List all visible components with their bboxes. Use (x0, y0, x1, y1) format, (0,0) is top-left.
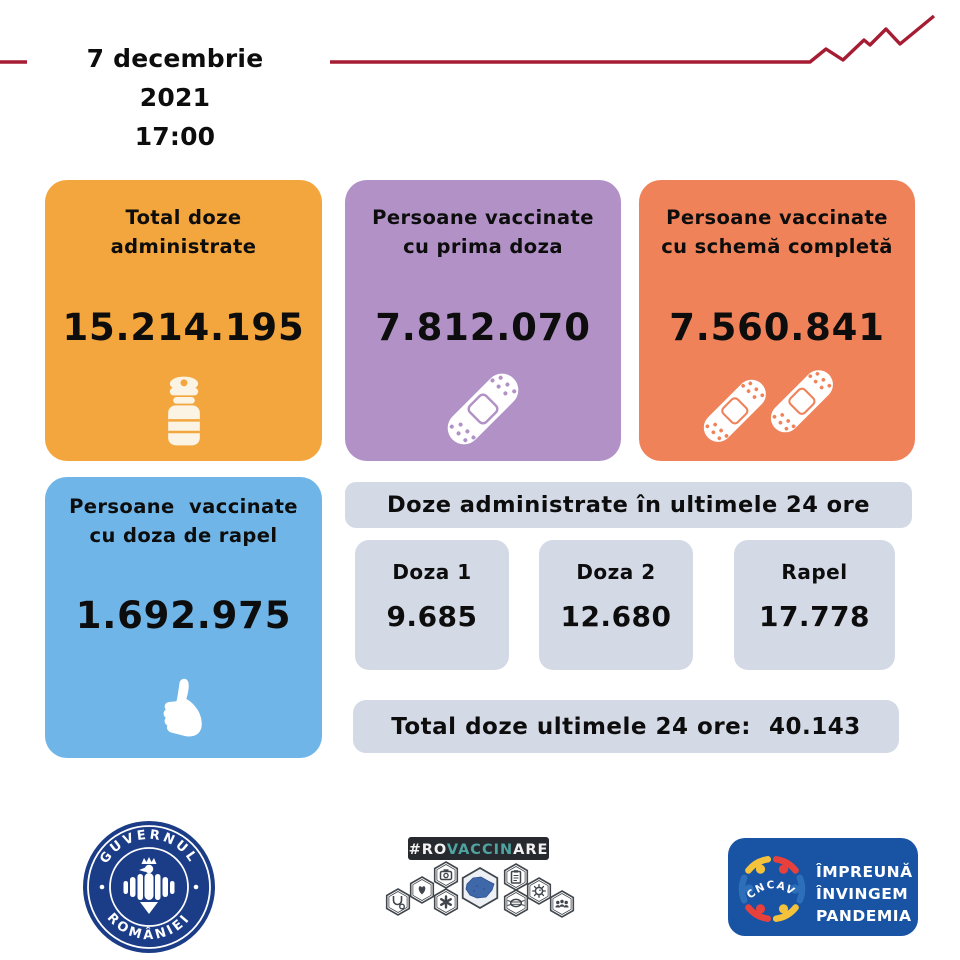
report-time: 17:00 (134, 121, 216, 151)
card-full-scheme (639, 180, 915, 461)
heart-pulse-icon (411, 877, 434, 903)
rovaccinare-badge (376, 826, 584, 926)
bandage-icon (435, 361, 531, 457)
seal-bottom-text: ROMÂNIEI (103, 910, 195, 944)
mini-card-value: 17.778 (758, 600, 871, 633)
last24-total-bar (353, 700, 899, 753)
card-title: Total doze administrate (110, 206, 257, 259)
card-title: Persoane vaccinate cu doza de rapel (69, 495, 298, 548)
card-value: 1.692.975 (75, 594, 292, 637)
hexagon-icons (387, 862, 574, 917)
card-booster (45, 477, 322, 758)
svg-text:ÎMPREUNĂ: ÎMPREUNĂ (816, 863, 913, 881)
report-date: 7 decembrie 2021 (86, 44, 264, 112)
thumbs-up-icon (150, 674, 218, 742)
vaccine-vial-icon (159, 375, 209, 449)
cncav-slogan (816, 862, 913, 925)
people-icon (551, 891, 574, 917)
seal-top-text: GUVERNUL (97, 827, 201, 867)
cncav-emblem-text: CNCAV (744, 878, 798, 902)
medical-cross-icon (435, 889, 458, 915)
clipboard-icon (505, 864, 528, 890)
cncav-logo (728, 838, 918, 938)
mini-card-dose2 (539, 540, 693, 670)
svg-text:ÎNVINGEM: ÎNVINGEM (816, 885, 909, 903)
mini-card-value: 12.680 (560, 600, 672, 633)
mini-card-value: 9.685 (386, 600, 478, 633)
card-total-doses (45, 180, 322, 461)
romania-map-icon (463, 868, 498, 908)
total-label: Total doze ultimele 24 ore: (391, 713, 751, 740)
mini-card-label: Rapel (781, 560, 848, 584)
mini-card-dose1 (355, 540, 509, 670)
mini-card-booster (734, 540, 895, 670)
report-datetime (52, 40, 298, 156)
medical-camera-icon (435, 862, 458, 888)
card-value: 7.560.841 (669, 306, 885, 349)
last24-header: Doze administrate în ultimele 24 ore (345, 482, 912, 528)
double-bandage-icon (698, 361, 856, 453)
mini-card-label: Doza 2 (576, 560, 656, 584)
svg-text:#ROVACCINARE: #ROVACCINARE (408, 842, 549, 858)
card-value: 15.214.195 (62, 306, 305, 349)
total-value: 40.143 (768, 713, 861, 740)
virus-icon (528, 878, 551, 904)
card-value: 7.812.070 (375, 306, 591, 349)
card-first-dose (345, 180, 621, 461)
card-title: Persoane vaccinate cu schemă completă (661, 206, 893, 259)
government-of-romania-seal (82, 820, 216, 954)
mini-card-label: Doza 1 (392, 560, 472, 584)
stethoscope-icon (387, 889, 410, 915)
face-mask-icon (505, 890, 528, 916)
svg-text:PANDEMIA: PANDEMIA (816, 907, 912, 925)
card-title: Persoane vaccinate cu prima doza (372, 206, 594, 259)
